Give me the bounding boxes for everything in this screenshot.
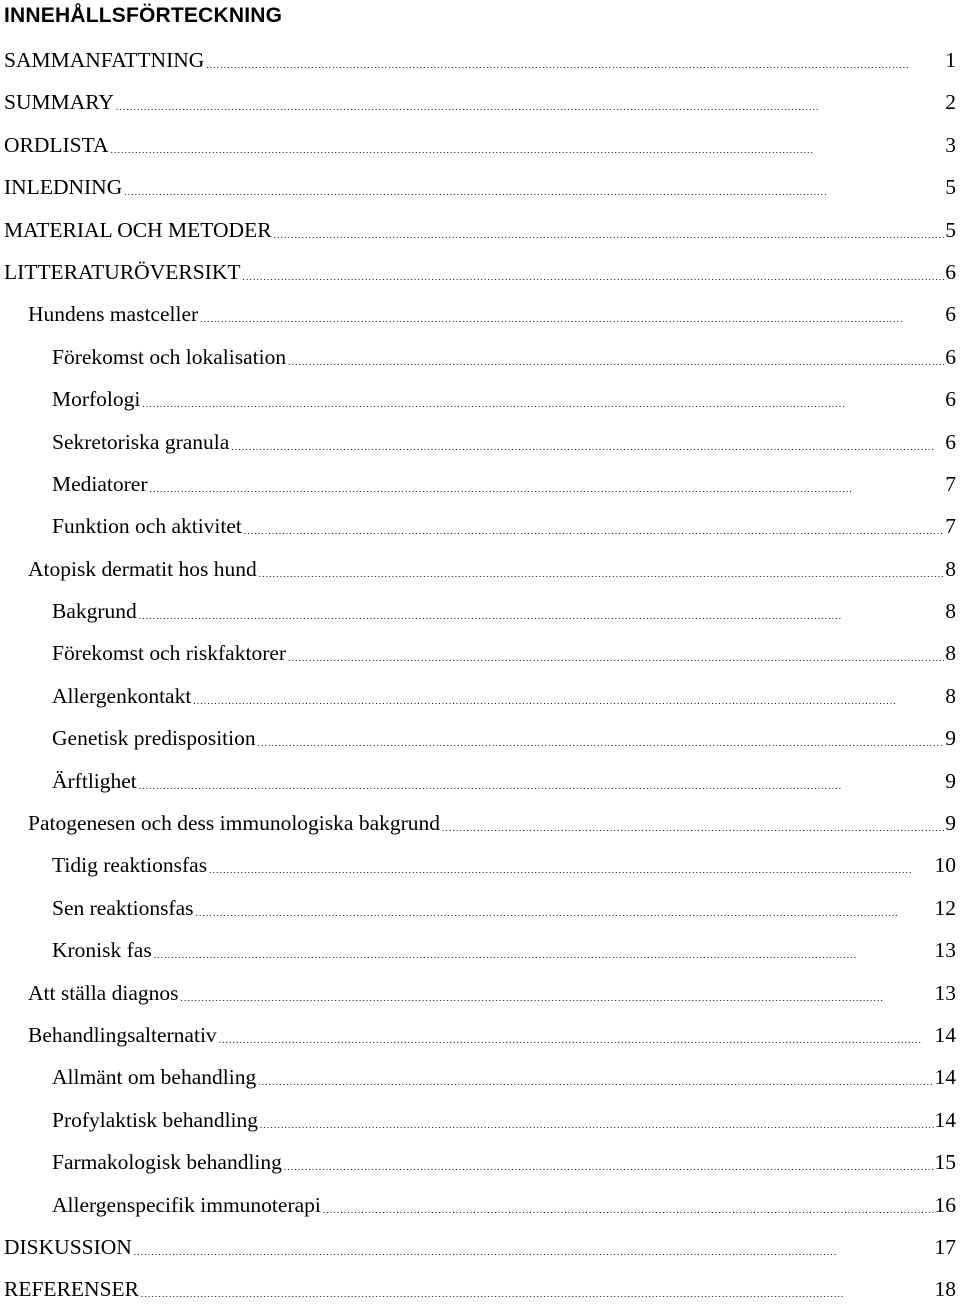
toc-entry[interactable]	[0, 336, 960, 378]
dot-leader	[142, 388, 944, 410]
toc-entry-page-number: 6	[945, 259, 956, 284]
toc-entry[interactable]	[0, 717, 960, 759]
toc-entry-page-number: 6	[945, 387, 956, 412]
dot-leader	[259, 558, 945, 580]
toc-entry-title: Profylaktisk behandling	[52, 1107, 259, 1132]
toc-entry[interactable]	[0, 1099, 960, 1141]
toc-entry[interactable]	[0, 760, 960, 802]
toc-entry-title: Behandlingsalternativ	[28, 1022, 217, 1047]
dot-leader	[209, 854, 933, 876]
toc-entry-title: Förekomst och lokalisation	[52, 344, 287, 369]
dot-leader	[134, 1236, 934, 1258]
toc-entry[interactable]	[0, 421, 960, 463]
dot-leader	[288, 346, 944, 368]
toc-entry[interactable]	[0, 844, 960, 886]
toc-entry-page-number: 8	[945, 599, 956, 624]
dot-leader	[196, 897, 934, 919]
toc-entry[interactable]	[0, 972, 960, 1014]
toc-entry-page-number: 1	[945, 48, 956, 72]
toc-entry-title: Patogenesen och dess immunologiska bakgrund	[28, 811, 441, 836]
toc-entry-page-number: 5	[945, 175, 956, 200]
toc-entry-title: Allergenkontakt	[52, 683, 192, 708]
dot-leader	[219, 1024, 934, 1046]
dot-leader	[258, 727, 945, 749]
toc-entry-page-number: 17	[934, 1234, 956, 1259]
toc-entry-title: Morfologi	[52, 387, 141, 412]
toc-entry[interactable]	[0, 1141, 960, 1183]
toc-entry-title: Farmakologisk behandling	[52, 1150, 282, 1175]
toc-entry-title: Funktion och aktivitet	[52, 514, 242, 539]
toc-entry[interactable]	[0, 166, 960, 208]
toc-entry-page-number: 8	[945, 683, 956, 708]
toc-entry-title: Förekomst och riskfaktorer	[52, 641, 287, 666]
dot-leader	[141, 1278, 934, 1300]
dot-leader	[200, 303, 944, 325]
toc-entry[interactable]	[0, 929, 960, 971]
toc-entry-title: ORDLISTA	[4, 132, 109, 157]
toc-entry[interactable]	[0, 675, 960, 717]
toc-entry-title: Sen reaktionsfas	[52, 895, 194, 920]
toc-entry[interactable]	[0, 887, 960, 929]
toc-entry-page-number: 9	[945, 811, 956, 836]
dot-leader	[288, 642, 944, 664]
dot-leader	[260, 1109, 933, 1131]
toc-entry-page-number: 16	[934, 1192, 956, 1217]
toc-entry[interactable]	[0, 505, 960, 547]
toc-entry-title: LITTERATURÖVERSIKT	[4, 259, 241, 284]
dot-leader	[231, 431, 944, 453]
toc-entry[interactable]	[0, 251, 960, 293]
dot-leader	[242, 261, 944, 283]
toc-entry-title: Kronisk fas	[52, 938, 152, 963]
dot-leader	[274, 219, 945, 241]
toc-entry-page-number: 13	[934, 938, 956, 963]
toc-entry-title: Ärftlighet	[52, 768, 137, 793]
toc-entry-title: Hundens mastceller	[28, 302, 199, 327]
toc-entry[interactable]	[0, 378, 960, 420]
toc-entry-page-number: 14	[934, 1022, 956, 1047]
toc-entry-page-number: 6	[945, 302, 956, 327]
toc-entry-title: Att ställa diagnos	[28, 980, 179, 1005]
toc-list	[0, 39, 960, 1311]
toc-entry-page-number: 18	[934, 1277, 956, 1302]
toc-entry[interactable]	[0, 293, 960, 335]
toc-entry[interactable]	[0, 209, 960, 251]
dot-leader	[116, 91, 944, 113]
dot-leader	[154, 939, 934, 961]
toc-entry-page-number: 15	[934, 1150, 956, 1175]
toc-entry-title: Bakgrund	[52, 599, 137, 624]
toc-entry-title: MATERIAL OCH METODER	[4, 217, 272, 242]
toc-entry-title: Allmänt om behandling	[52, 1065, 257, 1090]
dot-leader	[193, 685, 944, 707]
toc-entry-title: SUMMARY	[4, 90, 114, 115]
toc-entry-page-number: 6	[945, 344, 956, 369]
dot-leader	[111, 134, 945, 156]
toc-entry-title: REFERENSER	[4, 1277, 139, 1302]
dot-leader	[323, 1194, 934, 1216]
dot-leader	[180, 982, 933, 1004]
toc-entry[interactable]	[0, 1056, 960, 1098]
toc-entry-page-number: 12	[934, 895, 956, 920]
toc-entry[interactable]	[0, 548, 960, 590]
toc-entry-page-number: 2	[945, 90, 956, 115]
toc-entry[interactable]	[0, 81, 960, 123]
toc-entry-title: DISKUSSION	[4, 1234, 132, 1259]
toc-entry-page-number: 6	[945, 429, 956, 454]
toc-entry-title: INLEDNING	[4, 175, 123, 200]
toc-entry-page-number: 7	[945, 471, 956, 496]
toc-entry-page-number: 3	[945, 132, 956, 157]
dot-leader	[258, 1066, 933, 1088]
toc-entry[interactable]	[0, 1184, 960, 1226]
toc-entry-title: SAMMANFATTNING	[4, 48, 205, 72]
dot-leader	[206, 49, 944, 71]
toc-entry-page-number: 14	[934, 1065, 956, 1090]
toc-entry-title: Allergenspecifik immunoterapi	[52, 1192, 321, 1217]
dot-leader	[244, 515, 944, 537]
toc-entry[interactable]	[0, 802, 960, 844]
toc-entry[interactable]	[0, 39, 960, 81]
toc-entry[interactable]	[0, 1226, 960, 1268]
dot-leader	[139, 600, 944, 622]
toc-entry[interactable]	[0, 1268, 960, 1310]
toc-entry-page-number: 9	[945, 726, 956, 751]
dot-leader	[124, 176, 944, 198]
toc-entry-page-number: 7	[945, 514, 956, 539]
dot-leader	[139, 770, 944, 792]
toc-entry[interactable]	[0, 632, 960, 674]
toc-entry[interactable]	[0, 1014, 960, 1056]
dot-leader	[442, 812, 944, 834]
toc-entry[interactable]	[0, 463, 960, 505]
toc-entry-title: Mediatorer	[52, 471, 148, 496]
dot-leader	[150, 473, 945, 495]
toc-entry[interactable]	[0, 590, 960, 632]
toc-entry-page-number: 10	[934, 853, 956, 878]
toc-entry-page-number: 9	[945, 768, 956, 793]
toc-entry-title: Atopisk dermatit hos hund	[28, 556, 257, 581]
toc-entry-page-number: 14	[934, 1107, 956, 1132]
dot-leader	[284, 1151, 934, 1173]
toc-entry-title: Sekretoriska granula	[52, 429, 230, 454]
toc-entry-title: Genetisk predisposition	[52, 726, 256, 751]
toc-entry-page-number: 13	[934, 980, 956, 1005]
toc-entry-page-number: 8	[945, 641, 956, 666]
toc-entry-title: Tidig reaktionsfas	[52, 853, 208, 878]
toc-entry[interactable]	[0, 124, 960, 166]
toc-entry-page-number: 8	[945, 556, 956, 581]
toc-heading: INNEHÅLLSFÖRTECKNING	[4, 4, 283, 27]
toc-entry-page-number: 5	[945, 217, 956, 242]
